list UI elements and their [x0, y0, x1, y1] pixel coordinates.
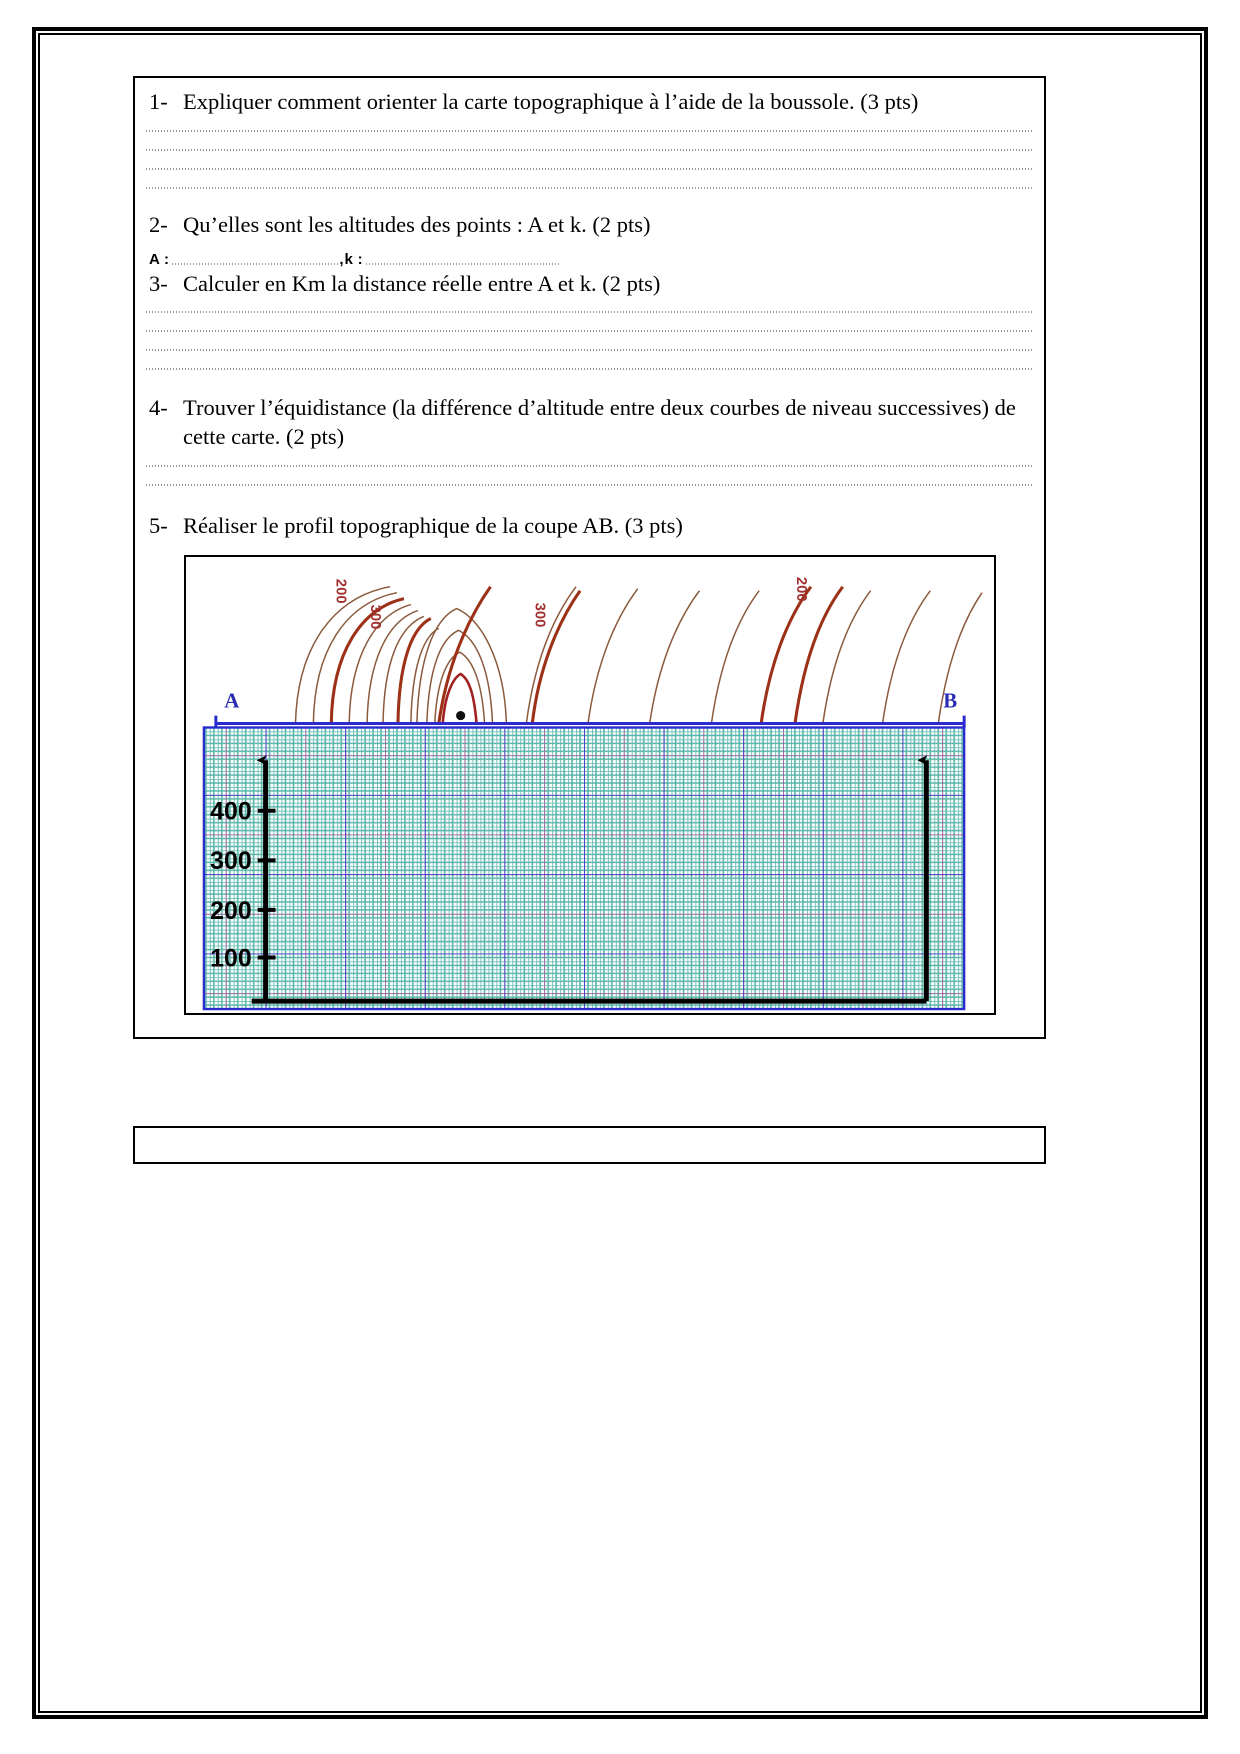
point-a-label: A: [223, 688, 239, 713]
question-4: [143, 394, 1036, 452]
tick-label-100: 100: [209, 945, 252, 973]
question-3-number: 3-: [149, 270, 168, 296]
answer-line[interactable]: [145, 187, 1034, 189]
question-1: [143, 88, 1036, 117]
answer-line[interactable]: [145, 130, 1034, 132]
altitude-answer-fields[interactable]: [149, 250, 1036, 268]
tick-label-200: 200: [209, 897, 252, 925]
answer-line[interactable]: [145, 330, 1034, 332]
tick-label-300: 300: [209, 848, 252, 876]
answer-line[interactable]: [145, 349, 1034, 351]
question-4-number: 4-: [149, 395, 168, 421]
question-1-number: 1-: [149, 89, 168, 114]
question-5-number: 5-: [149, 512, 168, 538]
contour-label-200-left: 200: [331, 578, 348, 604]
answer-lines-q3[interactable]: [143, 311, 1036, 370]
answer-line[interactable]: [145, 368, 1034, 370]
exercise-footer-cell: [133, 1126, 1046, 1164]
contour-label-300-mid: 300: [530, 602, 547, 628]
question-2-text: Qu’elles sont les altitudes des points : A et k. (2 pts): [183, 211, 651, 237]
summit-point-marker: [456, 711, 465, 720]
altitude-k-label: k :: [344, 250, 363, 268]
contour-map-background: [186, 557, 994, 721]
question-2: [143, 211, 1036, 240]
question-1-text: Expliquer comment orienter la carte topographique à l’aide de la boussole. (3 pts): [183, 89, 919, 114]
answer-line[interactable]: [145, 149, 1034, 151]
point-b-label: B: [942, 688, 957, 713]
answer-lines-q4[interactable]: [143, 465, 1036, 486]
exercise-table: [133, 76, 1046, 1039]
question-5-text: Réaliser le profil topographique de la coupe AB. (3 pts): [183, 512, 683, 538]
altitude-k-input[interactable]: [365, 263, 561, 265]
answer-line[interactable]: [145, 168, 1034, 170]
profile-graph-paper: [203, 727, 963, 1009]
question-2-number: 2-: [149, 211, 168, 237]
contour-label-200-right: 200: [792, 576, 809, 602]
tick-label-400: 400: [209, 798, 252, 826]
answer-lines-q1[interactable]: [143, 130, 1036, 189]
altitude-separator: ,: [339, 250, 344, 268]
altitude-a-input[interactable]: [171, 263, 339, 265]
question-3-text: Calculer en Km la distance réelle entre A et k. (2 pts): [183, 270, 661, 296]
answer-line[interactable]: [145, 311, 1034, 313]
answer-line[interactable]: [145, 484, 1034, 486]
topographic-figure: [184, 555, 996, 1015]
question-4-text: Trouver l’équidistance (la différence d’altitude entre deux courbes de niveau successives) de cette carte. (2 pts): [183, 395, 1016, 450]
question-3: [143, 270, 1036, 299]
contour-label-300-left: 300: [366, 604, 383, 630]
answer-line[interactable]: [145, 465, 1034, 467]
question-5: [143, 512, 1036, 541]
altitude-a-label: A :: [149, 250, 170, 268]
exercise-cell: [135, 78, 1044, 1037]
topographic-figure-svg: [186, 557, 994, 1013]
